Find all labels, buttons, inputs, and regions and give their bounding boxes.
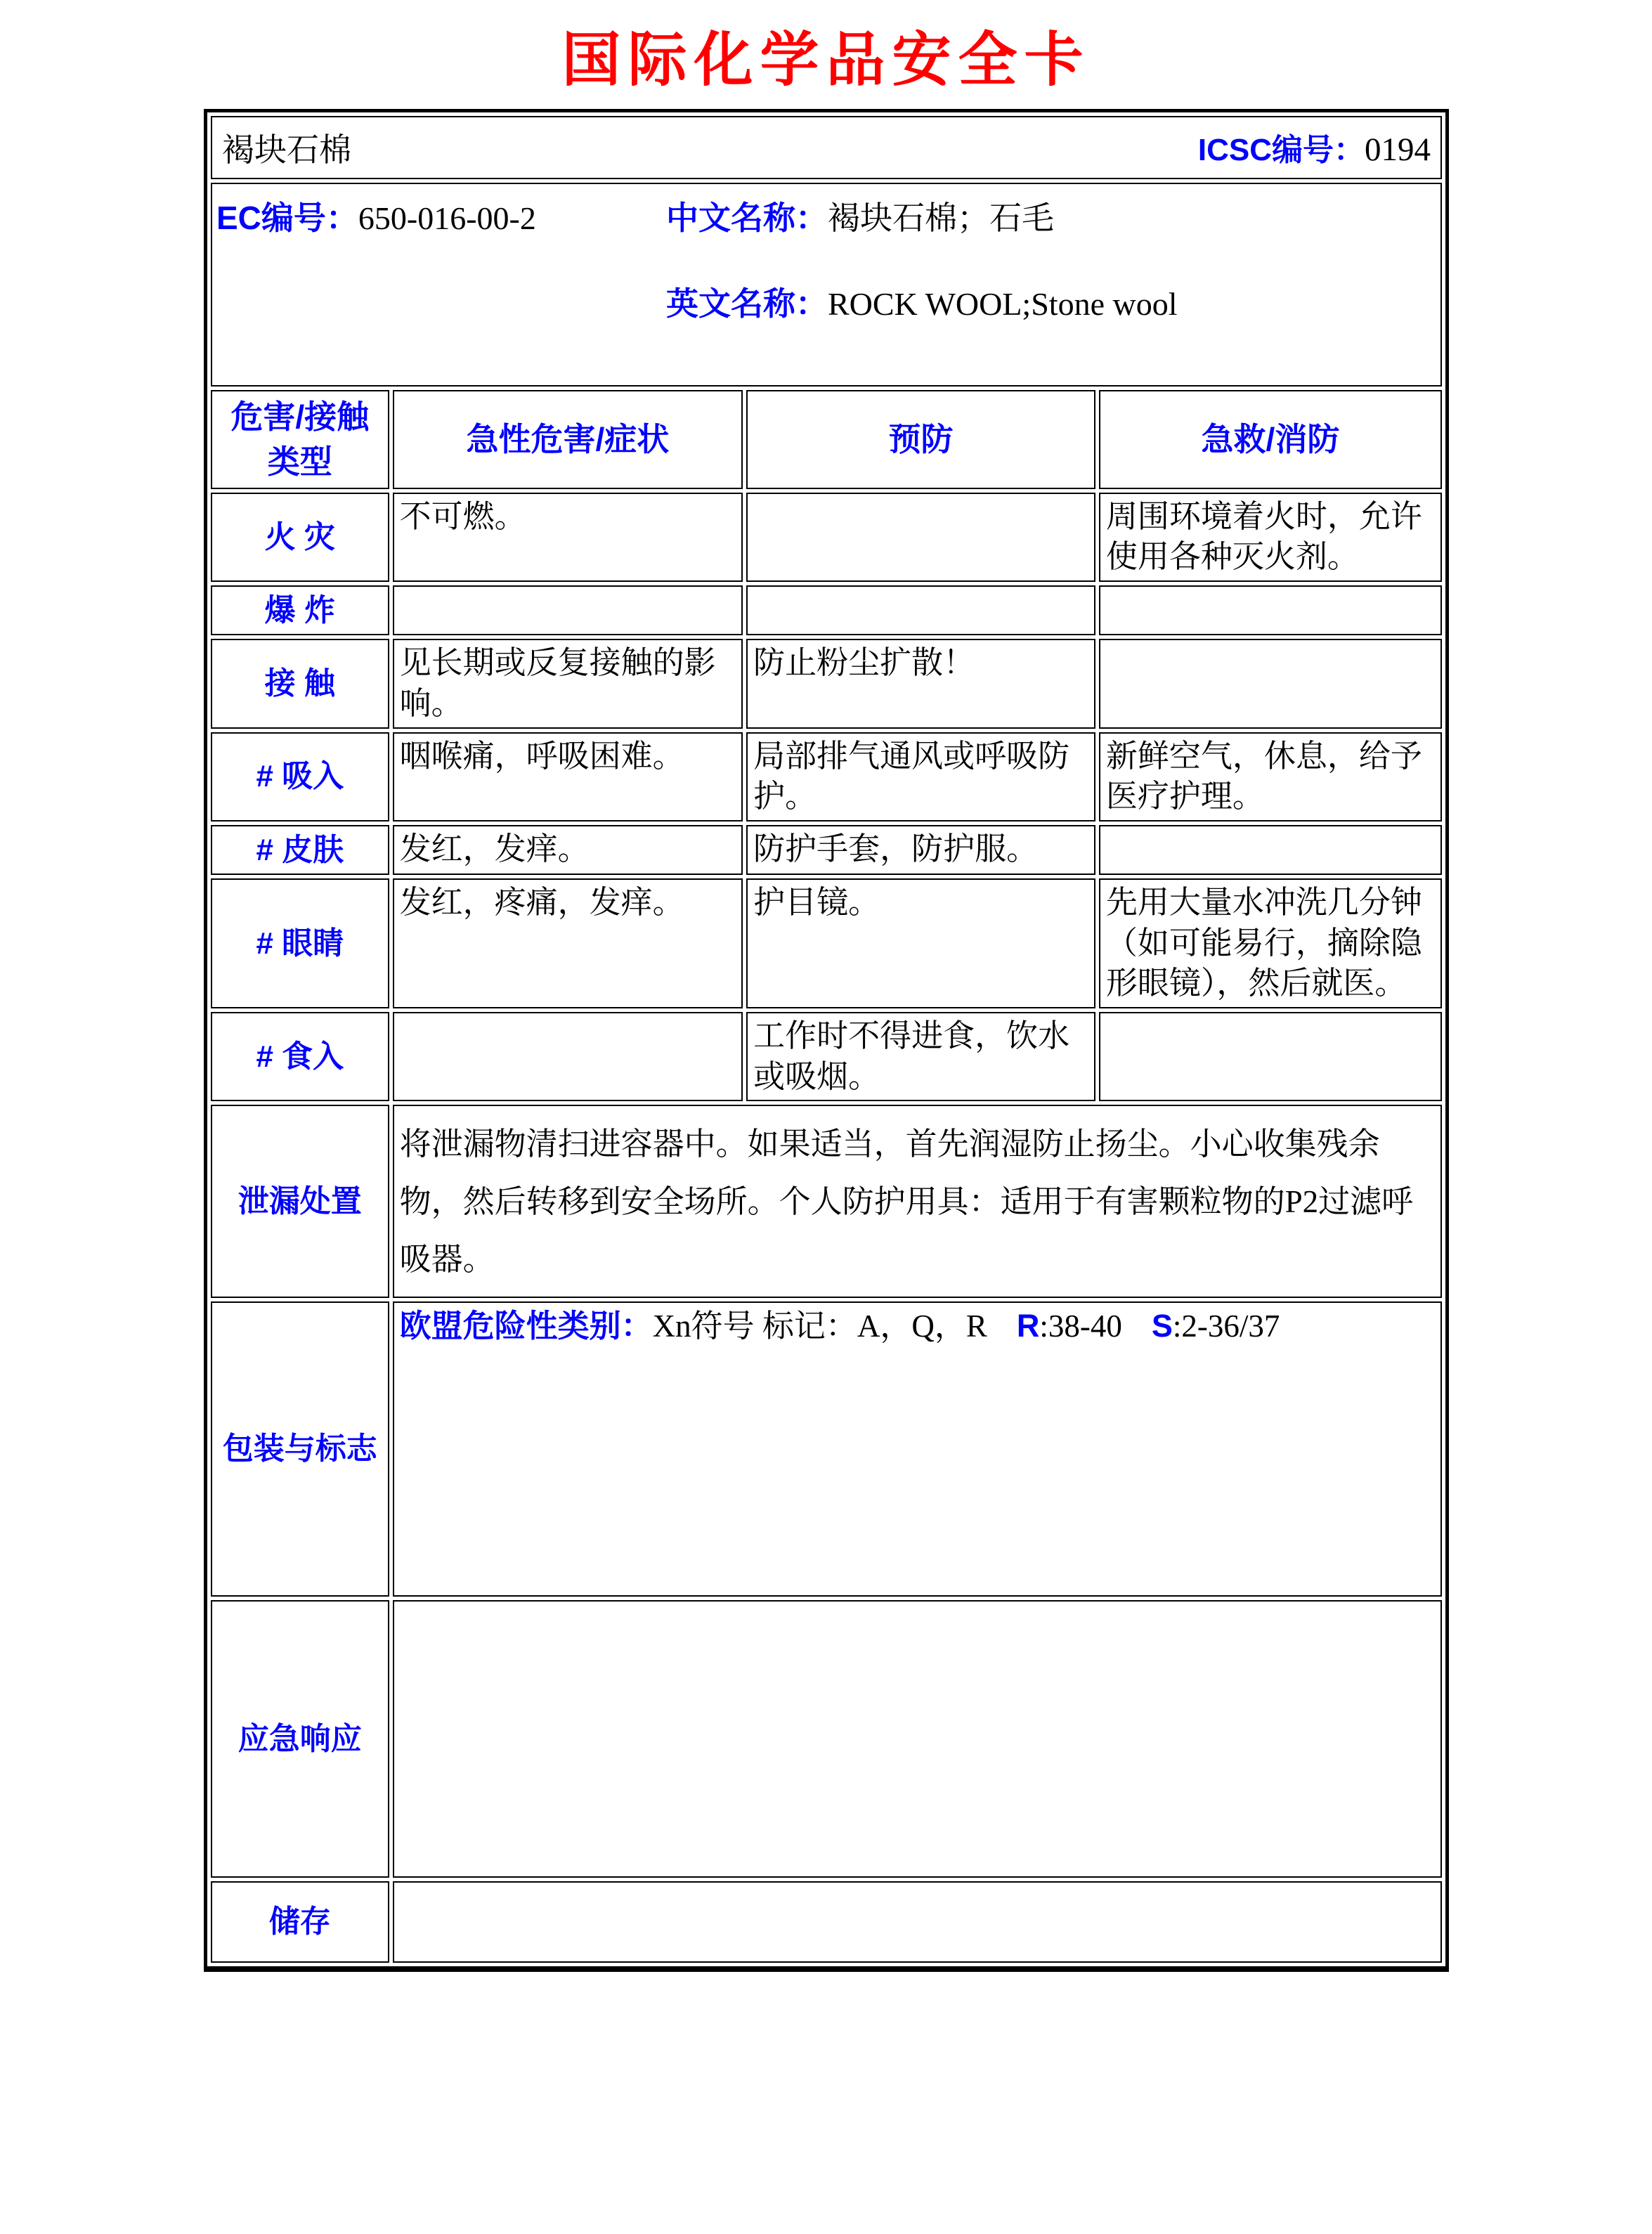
hazard-label-fire: 火 灾 xyxy=(211,493,389,582)
r-phrase-value: :38-40 xyxy=(1039,1308,1122,1344)
icsc-number-group xyxy=(1198,124,1431,169)
substance-header-row xyxy=(211,116,1442,179)
eu-class-label: 欧盟危险性类别： xyxy=(399,1308,653,1344)
explosion-symptoms xyxy=(393,585,743,635)
r-phrase-label: R xyxy=(1016,1308,1040,1344)
contact-prevention: 防止粉尘扩散！ xyxy=(746,639,1095,728)
fire-first-aid: 周围环境着火时，允许使用各种灭火剂。 xyxy=(1099,493,1442,582)
identifiers-row xyxy=(211,183,1442,387)
section-row-packaging-labelling xyxy=(211,1301,1442,1597)
page-title: 国际化学品安全卡 xyxy=(561,25,1091,94)
chinese-name-group xyxy=(666,193,1436,239)
ec-number-label: EC编号： xyxy=(216,200,358,236)
english-name-value: ROCK WOOL;Stone wool xyxy=(828,286,1178,322)
col-header-first-aid: 急救/消防 xyxy=(1099,390,1442,489)
icsc-number-value: 0194 xyxy=(1365,131,1431,168)
section-label-emergency-response: 应急响应 xyxy=(211,1600,389,1878)
ec-number-value: 650-016-00-2 xyxy=(358,200,536,236)
ingestion-symptoms xyxy=(393,1012,743,1101)
hazard-label-eyes: # 眼睛 xyxy=(211,878,389,1008)
hazard-label-inhalation: # 吸入 xyxy=(211,732,389,821)
english-name-group xyxy=(666,278,1436,325)
explosion-first-aid xyxy=(1099,585,1442,635)
s-phrase-value: :2-36/37 xyxy=(1172,1308,1280,1344)
contact-first-aid xyxy=(1099,639,1442,728)
icsc-number-label: ICSC编号： xyxy=(1197,133,1365,167)
eyes-symptoms: 发红，疼痛，发痒。 xyxy=(393,878,743,1008)
col-header-prevention: 预防 xyxy=(746,390,1095,489)
hazard-row-fire xyxy=(211,493,1442,582)
ec-number-group xyxy=(216,193,666,325)
inhalation-symptoms: 咽喉痛，呼吸困难。 xyxy=(393,732,743,821)
section-label-packaging-labelling: 包装与标志 xyxy=(211,1301,389,1597)
substance-name: 褐块石棉 xyxy=(222,132,351,168)
section-row-emergency-response xyxy=(211,1600,1442,1878)
section-label-spill-disposal: 泄漏处置 xyxy=(211,1105,389,1298)
hazard-label-skin: # 皮肤 xyxy=(211,825,389,875)
ingestion-first-aid xyxy=(1099,1012,1442,1101)
ingestion-prevention: 工作时不得进食，饮水或吸烟。 xyxy=(746,1012,1095,1101)
english-name-label: 英文名称： xyxy=(666,285,828,322)
section-label-storage: 储存 xyxy=(211,1881,389,1963)
emergency-response-content xyxy=(393,1600,1442,1878)
hazard-row-inhalation xyxy=(211,732,1442,821)
hazard-row-ingestion xyxy=(211,1012,1442,1101)
fire-prevention xyxy=(746,493,1095,582)
col-header-symptoms: 急性危害/症状 xyxy=(393,390,743,489)
icsc-card-table xyxy=(204,109,1449,1972)
chinese-name-label: 中文名称： xyxy=(666,200,828,236)
eu-class-value: Xn符号 标记：A，Q，R xyxy=(652,1308,987,1344)
inhalation-prevention: 局部排气通风或呼吸防护。 xyxy=(746,732,1095,821)
explosion-prevention xyxy=(746,585,1095,635)
skin-symptoms: 发红，发痒。 xyxy=(393,825,743,875)
col-header-hazard-type: 危害/接触类型 xyxy=(211,390,389,489)
fire-symptoms: 不可燃。 xyxy=(393,493,743,582)
hazard-label-contact: 接 触 xyxy=(211,639,389,728)
skin-first-aid xyxy=(1099,825,1442,875)
s-phrase-label: S xyxy=(1151,1308,1173,1344)
section-row-storage xyxy=(211,1881,1442,1963)
hazard-label-ingestion: # 食入 xyxy=(211,1012,389,1101)
inhalation-first-aid: 新鲜空气，休息，给予医疗护理。 xyxy=(1099,732,1442,821)
hazard-label-explosion: 爆 炸 xyxy=(211,585,389,635)
hazard-table-header-row xyxy=(211,390,1442,489)
eyes-prevention: 护目镜。 xyxy=(746,878,1095,1008)
hazard-row-eyes xyxy=(211,878,1442,1008)
eyes-first-aid: 先用大量水冲洗几分钟（如可能易行，摘除隐形眼镜），然后就医。 xyxy=(1099,878,1442,1008)
chinese-name-value: 褐块石棉；石毛 xyxy=(828,200,1054,236)
section-row-spill-disposal xyxy=(211,1105,1442,1298)
contact-symptoms: 见长期或反复接触的影响。 xyxy=(393,639,743,728)
skin-prevention: 防护手套，防护服。 xyxy=(746,825,1095,875)
hazard-row-explosion xyxy=(211,585,1442,635)
storage-content xyxy=(393,1881,1442,1963)
eu-hazard-classification-line xyxy=(400,1306,1435,1347)
hazard-row-skin xyxy=(211,825,1442,875)
spill-disposal-content: 将泄漏物清扫进容器中。如果适当，首先润湿防止扬尘。小心收集残余物，然后转移到安全场所。个人防护用具：适用于有害颗粒物的P2过滤呼吸器。 xyxy=(393,1105,1442,1298)
hazard-row-contact xyxy=(211,639,1442,728)
